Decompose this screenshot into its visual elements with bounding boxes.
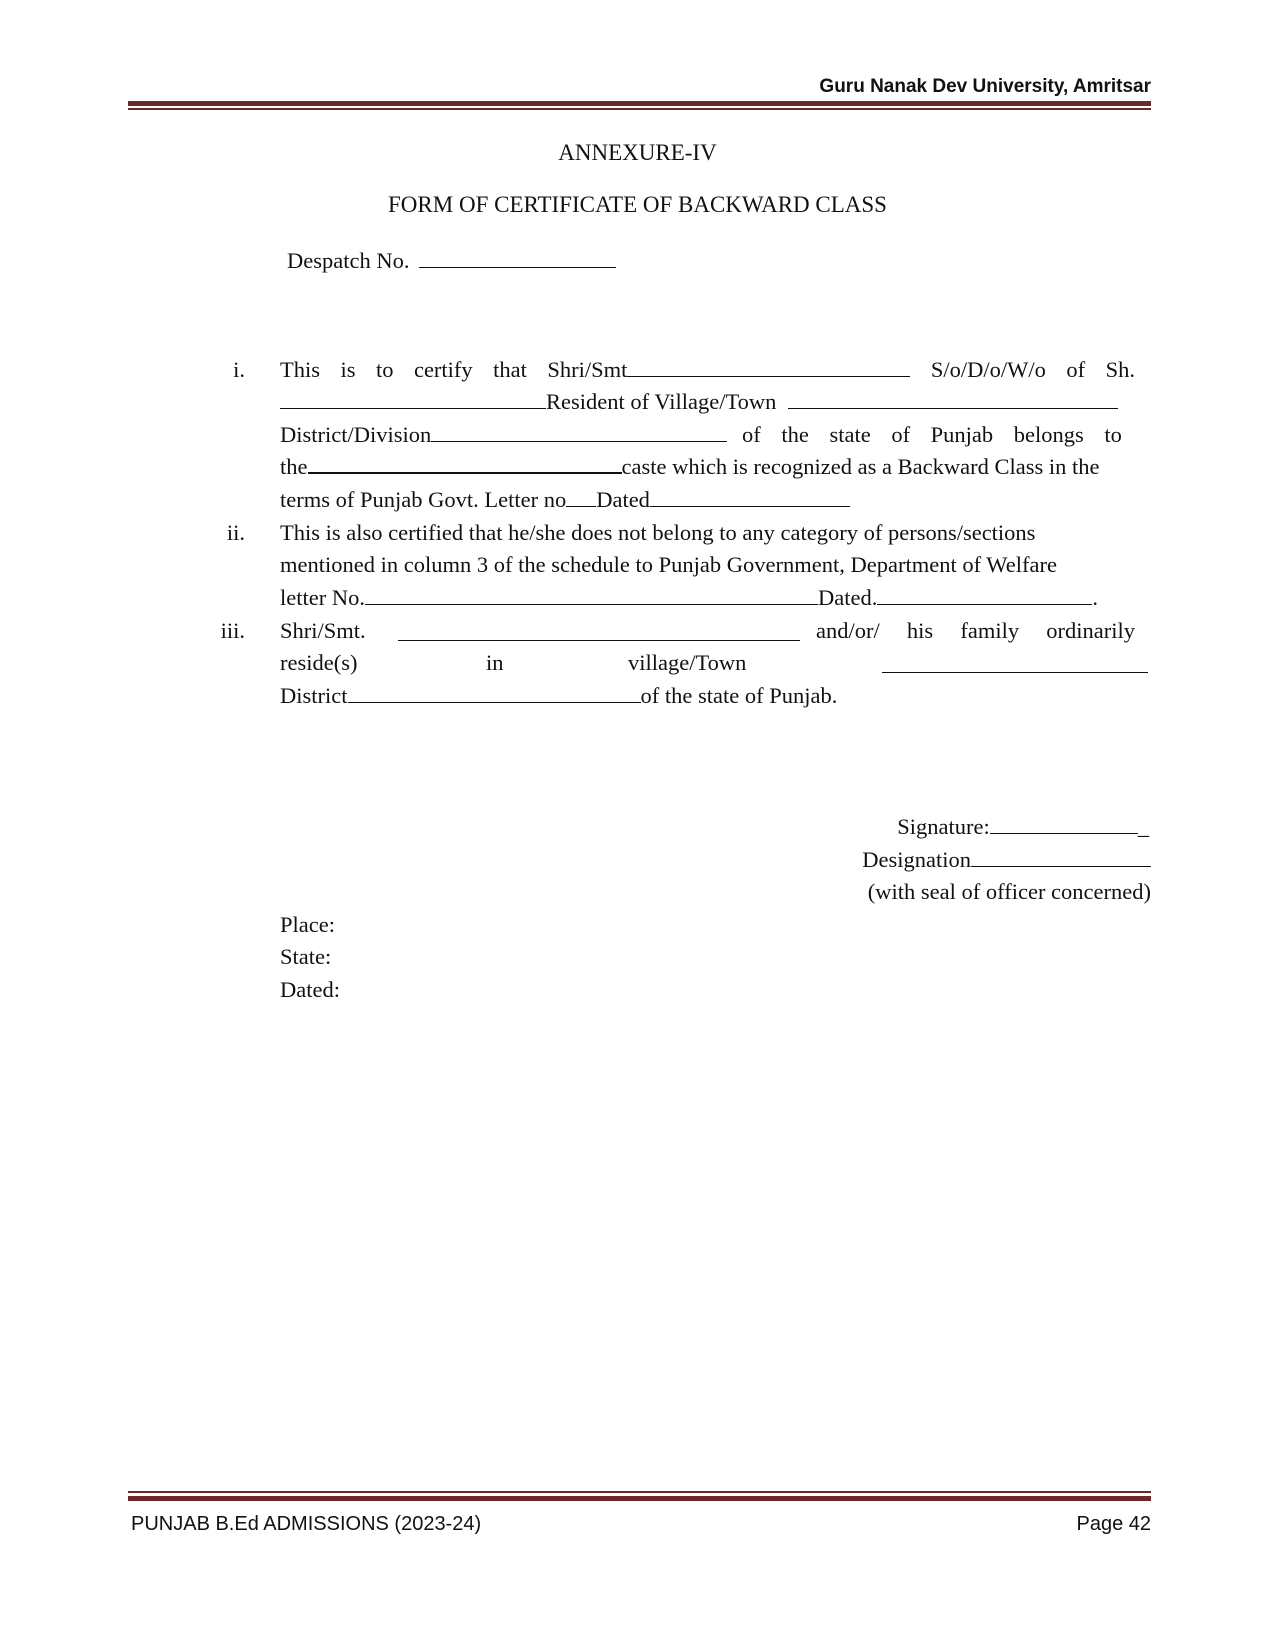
despatch-line	[287, 246, 616, 276]
item-i-number: i.	[233, 357, 245, 382]
signature-label: Signature:	[897, 814, 990, 839]
word: certify	[413, 357, 473, 382]
footer-title: PUNJAB B.Ed ADMISSIONS (2023-24)	[131, 1513, 482, 1535]
district-blank[interactable]	[348, 682, 641, 703]
period: .	[1092, 585, 1098, 610]
word: S/o/D/o/W/o	[930, 357, 1046, 382]
header-rule-thick	[128, 101, 1151, 106]
dated-label: Dated:	[280, 977, 340, 1002]
word: that	[493, 357, 527, 382]
resident-name-blank[interactable]	[398, 620, 800, 641]
shri-smt-label: Shri/Smt	[547, 357, 628, 382]
shri-smt-field	[547, 355, 910, 385]
item-ii-line-1: This is also certified that he/she does not belong to any category of persons/sections	[280, 520, 1036, 545]
dated-blank[interactable]	[650, 486, 850, 507]
designation-label: Designation	[862, 847, 971, 872]
word: of	[742, 422, 761, 447]
father-name-blank[interactable]	[280, 388, 546, 409]
village-town-blank[interactable]	[882, 652, 1148, 673]
annexure-title: ANNEXURE-IV	[558, 140, 717, 165]
word: is	[340, 357, 356, 382]
state-label: State:	[280, 944, 332, 969]
designation-line	[862, 845, 1151, 875]
letter-no-blank[interactable]	[566, 486, 596, 507]
word: the	[781, 422, 809, 447]
item-i-line-3	[280, 420, 1135, 450]
designation-blank[interactable]	[971, 846, 1151, 867]
village-blank[interactable]	[788, 388, 1118, 409]
word: Punjab	[930, 422, 994, 447]
item-iii-line-3	[280, 681, 837, 711]
place-label: Place:	[280, 912, 335, 937]
despatch-blank[interactable]	[419, 247, 616, 268]
word: This	[280, 357, 321, 382]
shri-smt-label: Shri/Smt.	[280, 618, 366, 643]
word: to	[375, 357, 394, 382]
item-ii-line-3	[280, 583, 1098, 613]
word: ordinarily	[1046, 618, 1135, 643]
word: reside(s)	[280, 650, 358, 675]
the-label: the	[280, 454, 308, 479]
item-ii-number: ii.	[226, 520, 245, 545]
footer-rule-thick	[128, 1496, 1151, 1501]
letter-no-label: letter No.	[280, 585, 365, 610]
district-division-blank[interactable]	[431, 421, 727, 442]
header-rule-thin	[128, 108, 1151, 110]
word: belongs	[1013, 422, 1084, 447]
name-blank[interactable]	[627, 356, 910, 377]
form-title: FORM OF CERTIFICATE OF BACKWARD CLASS	[388, 192, 887, 217]
item-i-line-1	[280, 355, 1135, 385]
signature-line	[897, 812, 1149, 842]
footer-rule-thin	[128, 1491, 1151, 1493]
word: of	[891, 422, 911, 447]
despatch-label: Despatch No.	[287, 248, 410, 273]
word: to	[1104, 422, 1122, 447]
welfare-dated-blank[interactable]	[877, 584, 1092, 605]
dated-label: Dated.	[817, 585, 878, 610]
word: Sh.	[1105, 357, 1135, 382]
caste-blank[interactable]	[308, 452, 622, 474]
item-i-line-4	[280, 452, 1099, 482]
welfare-letter-blank[interactable]	[365, 584, 818, 605]
caste-text: caste which is recognized as a Backward Class in the	[621, 454, 1100, 479]
dated-label: Dated	[596, 487, 650, 512]
word: in	[486, 650, 504, 675]
signature-blank[interactable]	[990, 813, 1138, 834]
university-name: Guru Nanak Dev University, Amritsar	[819, 76, 1151, 97]
word: state	[829, 422, 871, 447]
word: family	[960, 618, 1020, 643]
word: village/Town	[628, 650, 747, 675]
resident-label: Resident of Village/Town	[546, 389, 777, 414]
item-ii-line-2: mentioned in column 3 of the schedule to Punjab Government, Department of Welfare	[280, 552, 1057, 577]
item-i-line-2	[280, 387, 1118, 417]
state-text: of the state of Punjab.	[640, 683, 838, 708]
letter-label: terms of Punjab Govt. Letter no	[280, 487, 567, 512]
item-i-line-5	[280, 485, 850, 515]
word: and/or/	[816, 618, 880, 643]
district-label: District	[280, 683, 348, 708]
district-division-label: District/Division	[280, 422, 432, 447]
page-number: Page 42	[1076, 1513, 1151, 1535]
signature-tail: _	[1137, 814, 1149, 839]
word: his	[906, 618, 934, 643]
item-iii-number: iii.	[220, 618, 245, 643]
word: of	[1066, 357, 1086, 382]
seal-note: (with seal of officer concerned)	[867, 879, 1151, 904]
